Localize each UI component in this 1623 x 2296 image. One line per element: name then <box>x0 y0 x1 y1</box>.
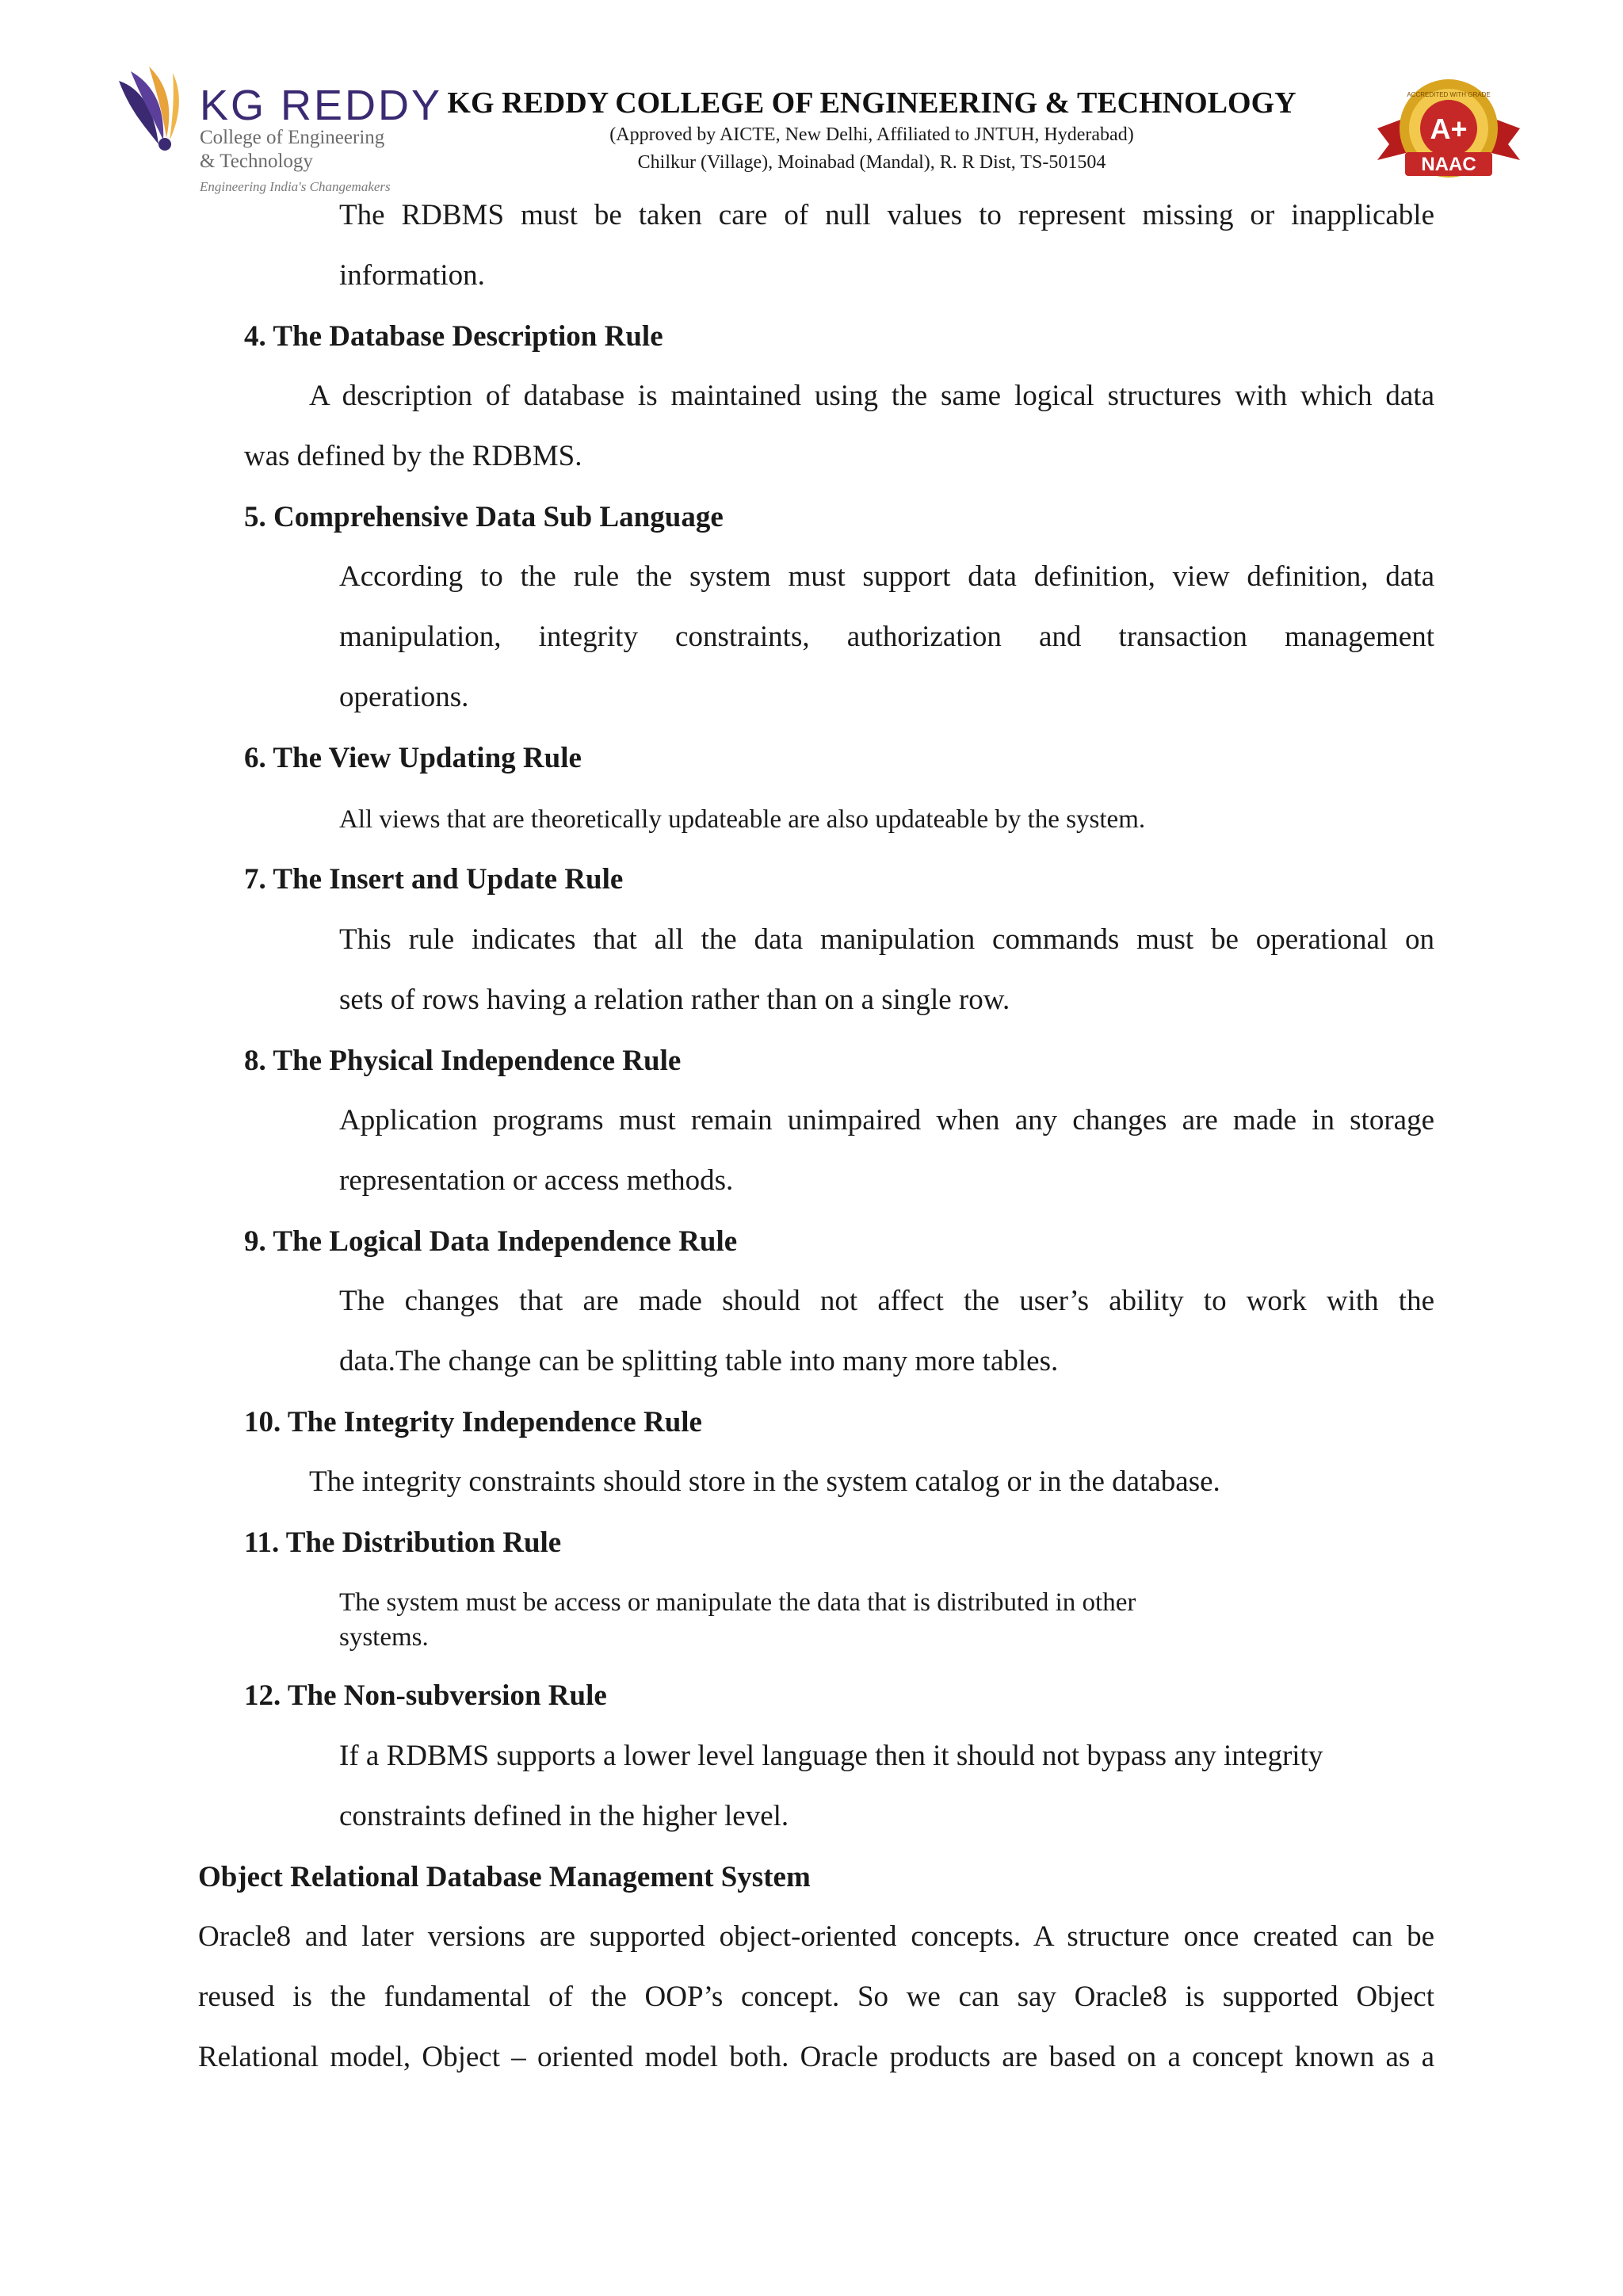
rule-11-heading: 11. The Distribution Rule <box>244 1526 562 1559</box>
rule-7-text-2: sets of rows having a relation rather than on a single row. <box>339 984 1010 1016</box>
rule-10-text-1: The integrity constraints should store in the system catalog or in the database. <box>309 1465 1220 1498</box>
rule-12-heading: 12. The Non-subversion Rule <box>244 1679 607 1712</box>
rule-5-text-1: According to the rule the system must support data definition, view definition, data <box>339 560 1434 593</box>
rule-11-text-1: The system must be access or manipulate the data that is distributed in other <box>339 1588 1136 1617</box>
rule-8-heading: 8. The Physical Independence Rule <box>244 1045 682 1077</box>
badge-label: NAAC <box>1421 154 1476 175</box>
rule-4-text-2: was defined by the RDBMS. <box>244 440 582 472</box>
rule-10-heading: 10. The Integrity Independence Rule <box>244 1406 702 1438</box>
rule-12-text-1: If a RDBMS supports a lower level language then it should not bypass any integrity <box>339 1740 1323 1772</box>
college-name: KG REDDY COLLEGE OF ENGINEERING & TECHNOLOGY <box>447 86 1296 120</box>
rule-8-text-1: Application programs must remain unimpaired when any changes are made in storage <box>339 1104 1434 1137</box>
ordbms-text-1: Oracle8 and later versions are supported object-oriented concepts. A structure once created can be <box>198 1920 1434 1953</box>
rule-7-text-1: This rule indicates that all the data manipulation commands must be operational on <box>339 923 1434 956</box>
badge-ring-text: ACCREDITED WITH GRADE <box>1407 91 1491 98</box>
logo-name: KG REDDY <box>200 82 443 129</box>
badge-grade: A+ <box>1430 113 1468 145</box>
rule-9-text-1: The changes that are made should not affect the user’s ability to work with the <box>339 1285 1434 1317</box>
rule-4-heading: 4. The Database Description Rule <box>244 320 663 353</box>
approval-line: (Approved by AICTE, New Delhi, Affiliated to JNTUH, Hyderabad) <box>609 124 1134 145</box>
rule-9-heading: 9. The Logical Data Independence Rule <box>244 1225 738 1258</box>
eagle-logo-icon <box>111 65 198 156</box>
rule-5-heading: 5. Comprehensive Data Sub Language <box>244 501 724 533</box>
rule-11-text-2: systems. <box>339 1623 429 1652</box>
rule-5-text-3: operations. <box>339 681 469 713</box>
rule-12-text-2: constraints defined in the higher level. <box>339 1800 789 1832</box>
logo-subtitle-2: & Technology <box>200 151 313 172</box>
logo-tagline: Engineering India's Changemakers <box>200 179 391 194</box>
intro-line-2: information. <box>339 259 485 292</box>
address-line: Chilkur (Village), Moinabad (Mandal), R. R Dist, TS-501504 <box>637 152 1106 173</box>
ordbms-text-2: reused is the fundamental of the OOP’s concept. So we can say Oracle8 is supported Object <box>198 1981 1434 2013</box>
rule-9-text-2: data.The change can be splitting table into many more tables. <box>339 1345 1059 1377</box>
ordbms-text-3: Relational model, Object – oriented model both. Oracle products are based on a concept known as a <box>198 2041 1434 2073</box>
college-logo <box>111 65 443 200</box>
rule-5-text-2: manipulation, integrity constraints, authorization and transaction management <box>339 621 1434 653</box>
rule-8-text-2: representation or access methods. <box>339 1164 734 1197</box>
page-header <box>0 0 1623 206</box>
naac-badge-icon <box>1369 73 1528 192</box>
rule-6-text-1: All views that are theoretically updateable are also updateable by the system. <box>339 805 1146 834</box>
ordbms-heading: Object Relational Database Management System <box>198 1861 811 1893</box>
rule-6-heading: 6. The View Updating Rule <box>244 742 582 774</box>
logo-subtitle-1: College of Engineering <box>200 127 385 148</box>
rule-7-heading: 7. The Insert and Update Rule <box>244 863 624 896</box>
rule-4-text-1: A description of database is maintained using the same logical structures with which data <box>309 380 1434 412</box>
intro-line-1: The RDBMS must be taken care of null values to represent missing or inapplicable <box>339 199 1434 231</box>
